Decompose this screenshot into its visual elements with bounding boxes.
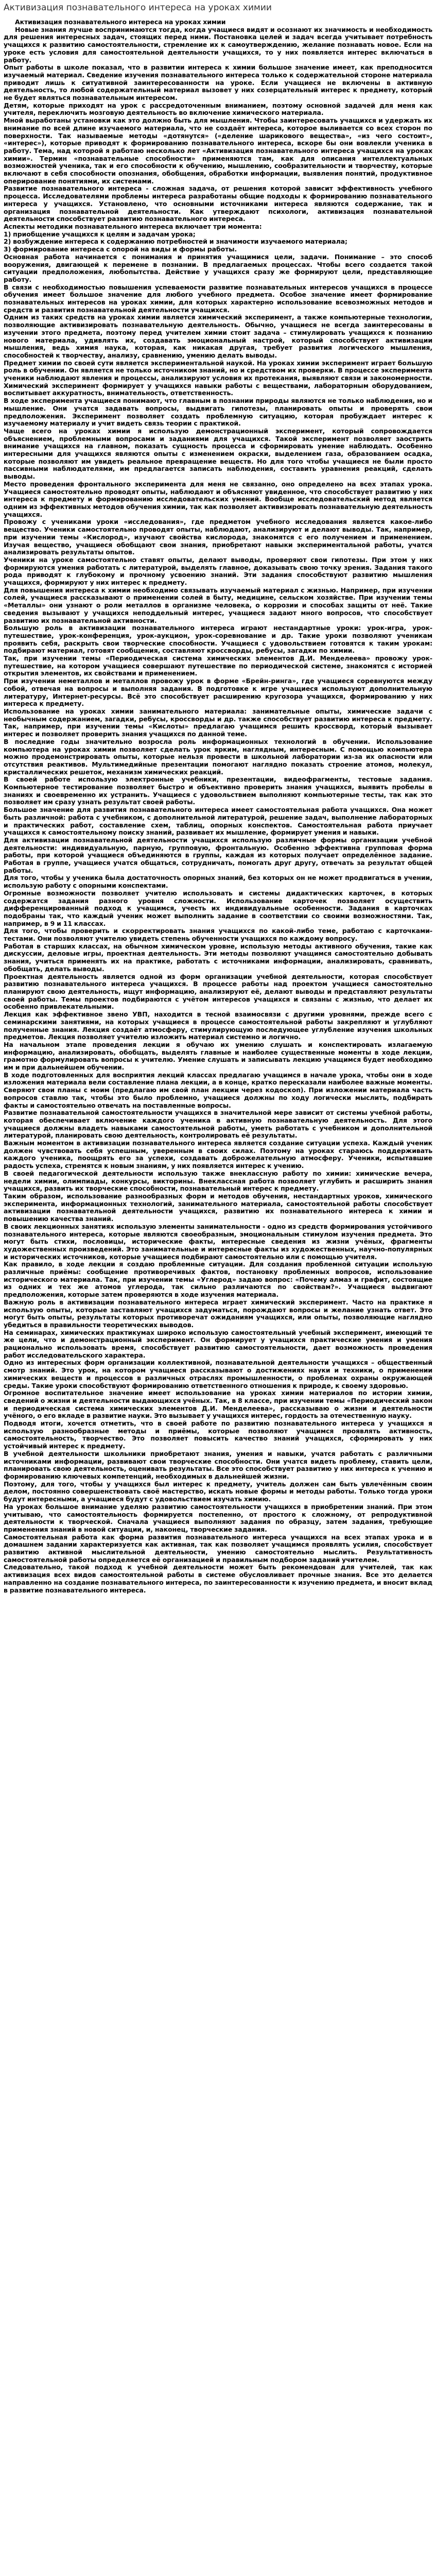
article-paragraph: На начальном этапе проведения лекции я обучаю их умению слушать и конспектировать излагаемую информацию, анализировать, обобщать, выделять главные и наиболее существенные моменты в ходе лекции, грамотно формулировать вопросы к учителю. Умение слушать и записывать лекцию учащимся будет необходимо им и при дальнейшем обучении. [4, 1040, 432, 1072]
article-paragraph: Большую роль в активизации познавательного интереса играют нестандартные уроки: урок-игра, урок-путешествие, урок-конференция, урок-аукцион, урок-соревнование и др. Такие уроки позволяют ученикам проявить себя, раскрыть свои творческие способности. Учащиеся с удовольствием готовятся к таким урокам: подбирают материал, готовят сообщения, составляют кроссворды, ребусы, загадки по химии. [4, 624, 432, 655]
article-paragraph: Чаще всего на уроках химии я использую демонстрационный эксперимент, который сопровождается объяснением, проблемными вопросами и заданиями для учащихся. Такой эксперимент позволяет заострить внимание учащихся на главном, показать сущность процесса и сформировать умение наблюдать. Особенно интересными для учащихся являются опыты с изменением окраски, выделением газа, образованием осадка, которые позволяют им увидеть реальное превращение веществ. Но для того чтобы учащиеся не были просто пассивными наблюдателями, им предлагается записать наблюдения, составить уравнения реакций, сделать выводы. [4, 427, 432, 481]
article-paragraph: В учебной деятельности школьники приобретают знания, умения и навыки, учатся работать с различными источниками информации, развивают свои творческие способности. Они учатся видеть проблему, ставить цели, планировать свою деятельность, оценивать результаты. Все это способствует развитию у них интереса к учению и формированию ключевых компетенций, необходимых в дальнейшей жизни. [4, 1449, 432, 1480]
article-paragraph: В своих лекционных занятиях использую элементы занимательности - одно из средств формирования устойчивого познавательного интереса, которые являются своеобразным, эмоциональным стимулом изучения предмета. Это могут быть стихи, пословицы, исторические факты, интересные сведения из жизни учёных, фрагменты художественных произведений. Это занимательные и интересные факты из художественных, научно-популярных и исторических источников, которые учащиеся подбирают самостоятельно или с помощью учителя. [4, 1222, 432, 1261]
article-paragraph: При изучении неметаллов и металлов провожу урок в форме «Брейн-ринга», где учащиеся соревнуются между собой, отвечая на вопросы и выполняя задания. В подготовке к игре учащиеся используют дополнительную литературу, Интернет-ресурсы. Всё это способствует расширению кругозора учащихся, формированию у них интереса к предмету. [4, 677, 432, 708]
article-paragraph: Аспекты методики познавательного интереса включает три момента: [4, 222, 262, 230]
article-paragraph: Использование на уроках химии занимательного материала: занимательные опыты, химические задачи с необычным содержанием, загадки, ребусы, кроссворды и др. также способствует развитию интереса к предмету. Так, например, при изучении темы «Кислоты» предлагаю учащимся решить кроссворд, который вызывает интерес и позволяет проверить знания учащихся по данной теме. [4, 707, 432, 738]
article-paragraph: Ученики на уроке самостоятельно ставят опыты, делают выводы, проверяют свои гипотезы. При этом у них формируются умения работать с литературой, выделять главное, доказывать свою точку зрения. Задания такого рода приводят к глубокому и прочному усвоению знаний. Эти задания способствуют развитию мышления учащихся, формируют у них интерес к предмету. [4, 555, 432, 587]
article-paragraph: Развитие познавательного интереса - сложная задача, от решения которой зависит эффективность учебного процесса. Исследователями проблемы интереса разработаны общие подходы к формированию познавательного интереса у учащихся. Установлено, что основными источниками интереса являются содержание, так и организация познавательной деятельности. Как утверждают психологи, активизация познавательной деятельности способствует развитию познавательного интереса. [4, 184, 432, 223]
article-paragraph: Как правило, в ходе лекции я создаю проблемные ситуации. Для создания проблемной ситуации использую различные приёмы: сообщение противоречивых фактов, постановку проблемных вопросов, использование исторического материала. Так, при изучении темы «Углерод» задаю вопрос: «Почему алмаз и графит, состоящие из одних и тех же атомов углерода, так сильно различаются по свойствам?». Учащиеся выдвигают предположения, которые затем проверяются в ходе изучения материала. [4, 1260, 432, 1299]
article-paragraph: Важную роль в активизации познавательного интереса играет химический эксперимент. Часто на практике я использую опыты, которые заставляют учащихся задуматься, порождают вопросы и желание узнать ответ. Это могут быть опыты, результаты которых противоречат ожиданиям учащихся, или опыты, позволяющие наглядно убедиться в правильности теоретических выводов. [4, 1298, 432, 1329]
article-paragraph: Для того, чтобы проверить и скорректировать знания учащихся по какой-либо теме, работаю с карточками-тестами. Они позволяют учителю увидеть степень обученности учащихся по каждому вопросу. [4, 927, 432, 943]
article-paragraph: Проектная деятельность является одной из форм организации учебной деятельности, которая способствует развитию познавательного интереса учащихся. В процессе работы над проектом учащиеся самостоятельно планируют свою деятельность, ищут информацию, анализируют её, делают выводы и представляют результаты своей работы. Темы проектов подбираются с учётом интересов учащихся и связаны с жизнью, что делает их особенно привлекательными. [4, 972, 432, 1011]
article-paragraph: Опыт работы в школе показал, что в развитии интереса к химии большое значение имеет, как преподносится изучаемый материал. Сведение изучения познавательного интереса только к содержательной стороне материала приводит лишь к ситуативной заинтересованности на уроке. Если учащиеся не включены в активную деятельность, то любой содержательный материал вызовет у них созерцательный интерес к предмету, который не будет являться познавательным интересом. [4, 63, 432, 102]
article-paragraph: В связи с необходимостью повышения успеваемости развитие познавательных интересов учащихся в процессе обучения имеет большое значение для любого учебного предмета. Особое значение имеет формирование познавательных интересов на уроках химии, для которых характерно использование всевозможных методов и средств и развития познавательной деятельности учащихся. [4, 283, 432, 314]
article-paragraph: Детям, которые приходят на урок с рассредоточенным вниманием, поэтому основной задачей для меня как учителя, переключить мозговую деятельность во включение химического материала. [4, 101, 432, 117]
article-paragraph: 1) приобщение учащихся к целям и задачам урока; [4, 230, 196, 238]
article-paragraph: В последние годы значительно возросла роль информационных технологий в обучении. Использование компьютера на уроках химии позволяет сделать урок ярким, наглядным, интересным. С помощью компьютера можно продемонстрировать опыты, которые нельзя провести в школьной лаборатории из-за их опасности или отсутствия реактивов. Мультимедийные презентации помогают наглядно показать строение атомов, молекул, кристаллических решеток, механизм химических реакций. [4, 737, 432, 776]
article-paragraph: Самостоятельная работа как форма развития познавательного интереса учащихся на всех этапах урока и в домашнем задании характеризуется как активная, так как позволяет учащимся проявлять усилия, способствует развитию активной мыслительной деятельности, умению самостоятельно мыслить. Результативность самостоятельной работы определяется её организацией и правильным подбором заданий учителем. [4, 1533, 432, 1564]
page-title: Активизация познавательного интереса на уроках химии [4, 3, 272, 13]
article-paragraph: Важным моментом в активизации познавательного интереса является создание ситуации успеха. Каждый ученик должен чувствовать себя успешным, уверенным в своих силах. Поэтому на уроках стараюсь поддерживать каждого ученика, поощрять его за успехи, создавать доброжелательную атмосферу. Ученики, испытавшие радость успеха, стремятся к новым знаниям, у них появляется интерес к учению. [4, 1139, 432, 1170]
article-paragraph: В своей работе использую электронные учебники, презентации, видеофрагменты, тестовые задания. Компьютерное тестирование позволяет быстро и объективно проверить знания учащихся, выявить пробелы в знаниях и своевременно их устранить. Учащиеся с удовольствием выполняют компьютерные тесты, так как это позволяет им сразу узнать результат своей работы. [4, 775, 432, 806]
article-paragraph: Поэтому, для того, чтобы у учащихся был интерес к предмету, учитель должен сам быть увлечённым своим делом, постоянно совершенствовать своё мастерство, искать новые формы и методы работы. Только тогда уроки будут интересными, а учащиеся будут с удовольствием изучать химию. [4, 1480, 432, 1503]
article-paragraph: Новые знания лучше воспринимаются тогда, когда учащиеся видят и осознают их значимость и необходимость для решения интересных задач, стоящих перед ними. Постановка целей и задач всегда учитывает потребность учащихся к развитию самостоятельности, стремление их к самоутверждению, желание познавать новое. Если на уроке есть условия для самостоятельной деятельности учащихся, то у них появляется интерес включаться в работу. [4, 25, 432, 64]
article-paragraph: Основная работа начинается с понимания и принятия учащимися цели, задачи. Понимание – это способ вооружения, двигающей к перемене в познании. В предлагаемых процессах. Чтобы всего создается такой ситуации предположения, любопытства. Действие у учащихся сразу же формируют цели, представляющие работу. [4, 252, 432, 283]
article-paragraph: Так, при изучении темы «Периодическая система химических элементов Д.И. Менделеева» провожу урок-путешествие, на котором учащиеся совершают путешествие по периодической системе, знакомятся с историей открытия элементов, их свойствами и применением. [4, 654, 432, 677]
article-paragraph: Для активизации познавательной деятельности учащихся использую различные формы организации учебной деятельности: индивидуальную, парную, групповую, фронтальную. Особенно эффективна групповая форма работы, при которой учащиеся объединяются в группы, каждая из которых получает определённое задание. Работая в группе, учащиеся учатся общаться, сотрудничать, помогать друг другу, отвечать за результат общей работы. [4, 836, 432, 874]
article-paragraph: В ходе эксперимента учащиеся понимают, что главным в познании природы являются не только наблюдения, но и мышление. Они учатся задавать вопросы, выдвигать гипотезы, планировать опыты и проверять свои предположения. Эксперимент позволяет создать проблемную ситуацию, которая пробуждает интерес к изучаемому материалу и учит видеть связь теории с практикой. [4, 397, 432, 428]
article-paragraph: На уроках большое внимание уделяю развитию самостоятельности учащихся в приобретении знаний. При этом учитываю, что самостоятельность формируется постепенно, от простого к сложному, от репродуктивной деятельности к творческой. Сначала учащиеся выполняют задания по образцу, затем задания, требующие применения знаний в новой ситуации, и, наконец, творческие задания. [4, 1502, 432, 1533]
article-paragraph: Одно из интересных форм организации коллективной, познавательной деятельности учащихся – общественный смотр знаний. Это урок, на котором учащиеся рассказывают о достижениях науки и техники, о применении химических веществ и процессов в различных отраслях промышленности, о проблемах охраны окружающей среды. Такие уроки способствуют формированию ответственного отношения к природе, к своему здоровью. [4, 1359, 432, 1389]
article-paragraph: Провожу с учениками уроки «исследования», где предметом учебного исследования является какое-либо вещество. Ученики самостоятельно проводят опыты, наблюдают, анализируют и делают выводы. Так, например, при изучении темы «Кислород», изучают свойства кислорода, знакомятся с его получением и применением. Изучая вещество, учащиеся обобщают свои знания, приобретают навыки экспериментальной работы, учатся анализировать результаты опытов. [4, 518, 432, 556]
article-paragraph: Предмет химии по своей сути является экспериментальной наукой. На уроках химии эксперимент играет большую роль в обучении. Он является не только источником знаний, но и средством их проверки. В процессе эксперимента ученики наблюдают явления и процессы, анализируют условия их протекания, выявляют связи и закономерности. Химический эксперимент формирует у учащихся навыки работы с веществами, лабораторным оборудованием, воспитывает аккуратность, внимательность, ответственность. [4, 359, 432, 397]
article-paragraph: 2) возбуждение интереса к содержанию потребностей и значимости изучаемого материала; [4, 238, 347, 246]
article-paragraph: Подводя итоги, хочется отметить, что в своей работе по развитию познавательного интереса у учащихся я использую разнообразные методы и приёмы, которые позволяют учащимся проявлять активность, самостоятельность, творчество. Это позволяет повысить качество знаний учащихся, сформировать у них устойчивый интерес к предмету. [4, 1419, 432, 1450]
article-paragraph: Огромное воспитательное значение имеет использование на уроках химии материалов по истории химии, сведений о жизни и деятельности выдающихся учёных. Так, в 8 классе, при изучении темы «Периодический закон и периодическая система химических элементов Д.И. Менделеева», рассказываю о жизни и деятельности учёного, о его вкладе в развитие науки. Это вызывает у учащихся интерес, гордость за отечественную науку. [4, 1389, 432, 1420]
article-paragraph: Одним из таких средств на уроках химии является химический эксперимент, а также компьютерные технологии, позволяющие активизировать познавательную деятельность. Обычно, учащиеся не всегда заинтересованы в изучении этого предмета, поэтому перед учителем химии стоит задача – стимулировать учащихся к познанию нового материала, удивлять их, создавать эмоциональный настрой, который способствует активизации мышления, ведь химия наука, которая, как никакая другая, требует развития логического мышления, способностей к творчеству, анализу, сравнению, умению делать выводы. [4, 313, 432, 359]
article-body [4, 19, 432, 1594]
article-paragraph: Работая в старших классах, на обычном химическом уровне, использую методы активного обучения, такие как дискуссии, деловые игры, проектная деятельность. Эти методы позволяют учащимся самостоятельно добывать знания, учиться применять их на практике, работать с источниками информации, анализировать, сравнивать, обобщать, делать выводы. [4, 942, 432, 973]
article-paragraph: В своей педагогической деятельности использую также внеклассную работу по химии: химические вечера, недели химии, олимпиады, конкурсы, викторины. Внеклассная работа позволяет углубить и расширить знания учащихся, развить их творческие способности, познавательный интерес к предмету. [4, 1169, 432, 1193]
article-paragraph: Таким образом, использование разнообразных форм и методов обучения, нестандартных уроков, химического эксперимента, информационных технологий, занимательного материала, самостоятельной работы способствует активизации познавательной деятельности учащихся, развитию их познавательного интереса к химии и повышению качества знаний. [4, 1192, 432, 1223]
article-paragraph: Огромные возможности позволяет учителю использовать и системы дидактических карточек, в которых содержатся задания разного уровня сложности. Использование карточек позволяет осуществить дифференцированный подход к учащимся, учесть их индивидуальные особенности. Задания в карточках подобраны так, что каждый ученик может выполнить задание в соответствии со своими возможностями. Так, например, в 9 и 11 классах. [4, 889, 432, 927]
article-paragraph: 3) формирование интереса с опорой на виды и формы работы. [4, 245, 237, 253]
article-paragraph: Лекция как эффективное звено УВП, находится в тесной взаимосвязи с другими уровнями, прежде всего с семинарскими занятиями, на которых учащиеся в процессе самостоятельной работы закрепляют и углубляют полученные знания. Лекция создаёт атмосферу, стимулирующую последующее углубление изучения школьных предметов. Лекция позволяет учителю изложить материал системно и логично. [4, 1010, 432, 1041]
article-paragraph: На семинарах, химических практикумах широко использую самостоятельный учебный эксперимент, имеющий те же цели, что и демонстрационный эксперимент. Он формирует у учащихся практические умения и умения рационально использовать время, способствует развитию самостоятельности, дает возможность проведения работ исследовательского характера. [4, 1328, 432, 1359]
article-paragraph: Место проведения фронтального эксперимента для меня не связанно, оно определено на всех этапах урока. Учащиеся самостоятельно проводят опыты, наблюдают и объясняют увиденное, что способствует развитию у них интереса к предмету и формированию исследовательских умений. Вообще исследовательский метод является одним из эффективных методов обучения химии, так как позволяет активизировать познавательную деятельность учащихся. [4, 480, 432, 518]
article-paragraph: Мной выработаны установки как это должно быть для мышления. Чтобы заинтересовать учащихся и удержать их внимание по всей длине изучаемого материала, что не создаёт интереса, которое выливается со всех сторон по поверхности. Так называемые методы «дотянутся» («деление шарикового вещества», «из чего состоит», «интерес»), которые приводят к формированию познавательного интереса, вскоре бы они вовлекли ученика в работу. Тема, над которой я работаю несколько лет «Активизация познавательного интереса учащихся на уроках химии». Термин «познавательные способности» применяются там, как для описания интеллектуальных возможностей ученика, так и его способности к обучению, мышлению, сообразительности и творчеству, которые включают в себя способности опознания, обобщения, обработки информации, выявления понятий, продуктивное оперирование понятиями, их системами. [4, 116, 432, 185]
article-paragraph: Для того, чтобы у ученика была достаточность опорных знаний, без которых он не может продвигаться в учении, использую работу с опорными конспектами. [4, 874, 432, 890]
article-paragraph: В ходе подготовленных для восприятия лекций классах предлагаю учащимся в начале урока, чтобы они в ходе изложения материала вели составление плана лекции, а в конце, кратко пересказали наиболее важные моменты. Сверяют свои планы с моим (предлагаю им свой план лекции через кодоскоп). При изложении материала часть вопросов ставлю так, чтобы это было проблемно, учащиеся должны по ходу логически мыслить, подбирать факты и самостоятельно отвечать на поставленные вопросы. [4, 1071, 432, 1109]
article-paragraph: Следовательно, такой подход к учебной деятельности может быть рекомендован для учителей, так как активизация всех видов самостоятельной работы в системе обусловливает прочные знания. Все это делается направленно на создание познавательного интереса, по заинтересованности к изучению предмета, и вносит вклад в развитие познавательного интереса. [4, 1563, 432, 1594]
article-paragraph: Для повышения интереса к химии необходимо связывать изучаемый материал с жизнью. Например, при изучении солей, учащиеся рассказывают о применении солей в быту, медицине, сельском хозяйстве. При изучении темы «Металлы» они узнают о роли металлов в организме человека, о коррозии и способах защиты от неё. Такие сведения вызывают у учащихся неподдельный интерес, учащиеся задают много вопросов, что способствует развитию их познавательной активности. [4, 586, 432, 624]
article-paragraph: Развитие познавательной самостоятельности учащихся в значительной мере зависит от системы учебной работы, которая обеспечивает включение каждого ученика в активную познавательную деятельность. Для этого учащиеся должны владеть навыками самостоятельной работы, уметь работать с учебником и дополнительной литературой, планировать свою деятельность, контролировать её результаты. [4, 1109, 432, 1140]
article-paragraph: Большое значение для развития познавательного интереса имеет самостоятельная работа учащихся. Она может быть различной: работа с учебником, с дополнительной литературой, решение задач, выполнение лабораторных и практических работ, составление схем, таблиц, опорных конспектов. Самостоятельная работа приучает учащихся к самостоятельному поиску знаний, развивает их мышление, формирует умения и навыки. [4, 806, 432, 837]
article-paragraph: Активизация познавательного интереса на уроках химии [15, 18, 226, 26]
